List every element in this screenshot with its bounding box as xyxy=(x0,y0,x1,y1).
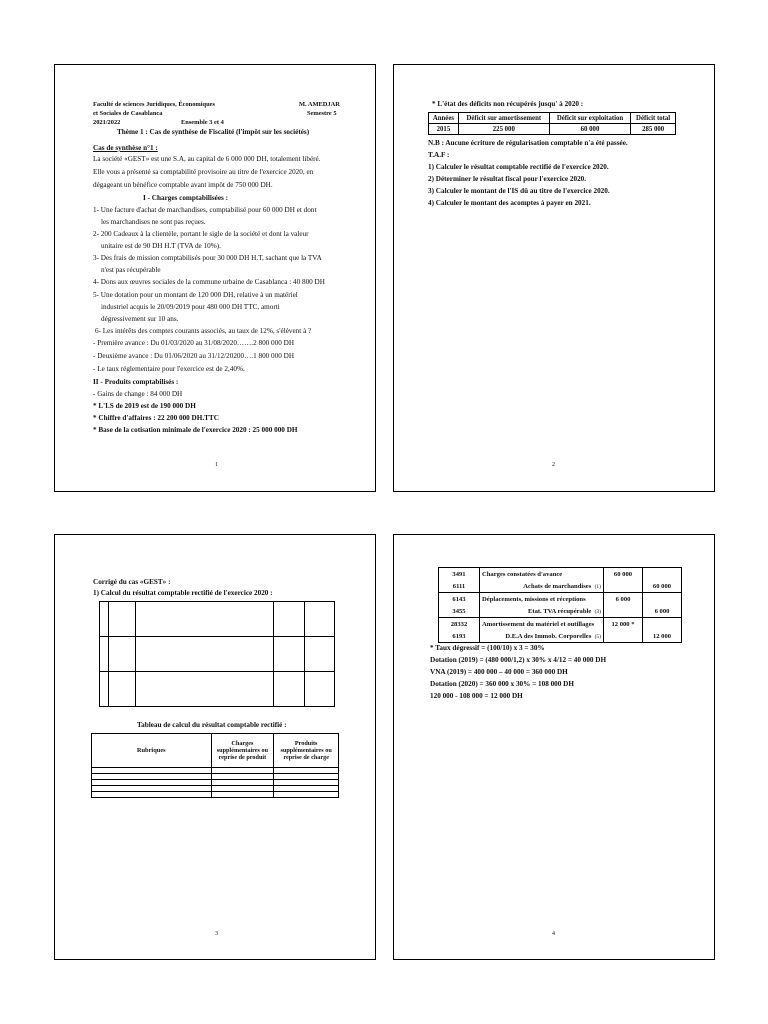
item-1-line-1: 1- Une facture d'achat de marchandises, comptabilisé pour 60 000 DH et dont xyxy=(93,206,317,214)
debit-amount: 60 000 xyxy=(604,568,643,581)
corrige-heading: Corrigé du cas «GEST» : xyxy=(93,578,171,586)
taf-heading: T.A.F : xyxy=(428,151,450,159)
table-cell: 285 000 xyxy=(631,124,676,135)
semester: Semestre 5 xyxy=(307,110,337,117)
rate-line: - Le taux réglementaire pour l'exercice est de 2,40%. xyxy=(93,365,245,373)
deficits-table xyxy=(428,112,676,135)
table-header: Charges supplémentaires ou reprise de produit xyxy=(211,734,274,768)
calc-line-3: VNA (2019) = 400 000 – 40 000 = 360 000 DH xyxy=(430,668,568,676)
task-1: 1) Calculer le résultat comptable rectifié de l'exercice 2020. xyxy=(428,163,609,171)
account-number: 28332 xyxy=(439,618,480,631)
page-4 xyxy=(393,534,715,960)
table-cell: 2015 xyxy=(429,124,459,135)
item-1-line-2: les marchandises ne sont pas reçues. xyxy=(101,218,206,226)
credit-amount xyxy=(643,618,682,631)
advance-1: - Première avance : Du 01/03/2020 au 31/08/2020…….2 800 000 DH xyxy=(93,339,295,347)
debit-amount xyxy=(604,605,643,618)
debit-amount: 6 000 xyxy=(604,593,643,606)
base-cotisation: * Base de la cotisation minimale de l'exercice 2020 : 25 000 000 DH xyxy=(93,426,298,434)
account-label: Déplacements, missions et réceptions xyxy=(482,595,586,603)
account-label: Etat. TVA récupérable xyxy=(527,607,592,615)
section-produits: II - Produits comptabilisés : xyxy=(93,378,179,386)
task-4: 4) Calculer le montant des acomptes à payer en 2021. xyxy=(428,199,591,207)
theme-title: Thème 1 : Cas de synthèse de Fiscalité (l'impôt sur les sociétés) xyxy=(117,128,310,136)
table-header: Années xyxy=(429,113,459,124)
calc-table xyxy=(91,733,339,798)
task-3: 3) Calculer le montant de l'IS dû au titre de l'exercice 2020. xyxy=(428,187,610,195)
page-number: 2 xyxy=(552,462,555,468)
page-2 xyxy=(393,64,715,492)
account-number: 3455 xyxy=(439,605,480,618)
account-label: Achats de marchandises xyxy=(523,582,592,590)
credit-amount: 12 000 xyxy=(643,630,682,643)
intro-line-3: dégageant un bénéfice comptable avant impôt de 750 000 DH. xyxy=(93,181,273,189)
ensemble: Ensemble 3 et 4 xyxy=(181,119,224,126)
nb-note: N.B : Aucune écriture de régularisation comptable n'a été passée. xyxy=(428,139,628,147)
table-row xyxy=(439,568,682,581)
calc-line-1: * Taux dégressif = (100/10) x 3 = 30% xyxy=(430,644,545,652)
account-label: D.E.A des Immob. Corporelles xyxy=(505,632,592,640)
item-6: 6- Les intérêts des comptes courants associés, au taux de 12%, s'élèvent à ? xyxy=(95,327,312,335)
table-row xyxy=(439,630,682,643)
debit-amount: 12 000 * xyxy=(604,618,643,631)
table-row xyxy=(439,618,682,631)
calc-line-2: Dotation (2019) = (480 000/1,2) x 30% x 4/12 = 40 000 DH xyxy=(430,656,607,664)
credit-amount xyxy=(643,568,682,581)
section-charges: I - Charges comptabilisées : xyxy=(143,194,229,202)
gains-de-change: - Gains de change : 84 000 DH xyxy=(93,390,183,398)
table-cell: 225 000 xyxy=(458,124,549,135)
page-number: 3 xyxy=(215,931,218,937)
account-label: Charges constatées d'avance xyxy=(480,568,604,581)
faculty-line-1: Faculté de sciences Juridiques, Économiques xyxy=(93,101,215,108)
case-heading: Cas de synthèse n°1 : xyxy=(93,144,158,152)
academic-year: 2021/2022 xyxy=(93,119,121,126)
page-1 xyxy=(54,64,376,492)
deficits-title: * L'état des déficits non récupérés jusqu' à 2020 : xyxy=(432,100,584,108)
table-title: Tableau de calcul du résultat comptable rectifié : xyxy=(137,721,287,729)
table-header: Déficit sur exploitation xyxy=(549,113,630,124)
table-header: Déficit total xyxy=(631,113,676,124)
table-row xyxy=(439,605,682,618)
table-header: Déficit sur amortissement xyxy=(458,113,549,124)
reference: (3) xyxy=(594,608,601,615)
journal-entries xyxy=(438,567,682,643)
page-3 xyxy=(54,534,376,960)
account-number: 6193 xyxy=(439,630,480,643)
item-3-line-2: n'est pas récupérable xyxy=(101,266,161,274)
question-1: 1) Calcul du résultat comptable rectifié de l'exercice 2020 : xyxy=(93,589,273,597)
task-2: 2) Déterminer le résultat fiscal pour l'exercice 2020. xyxy=(428,175,587,183)
page-number: 1 xyxy=(215,462,218,468)
calc-line-5: 120 000 - 108 000 = 12 000 DH xyxy=(430,692,523,700)
chiffre-affaires: * Chiffre d'affaires : 22 200 000 DH.TTC xyxy=(93,414,219,422)
page-number: 4 xyxy=(552,931,555,937)
table-header: Produits supplémentaires ou reprise de charge xyxy=(274,734,339,768)
account-number: 6111 xyxy=(439,580,480,593)
table-cell: 60 000 xyxy=(549,124,630,135)
credit-amount: 60 000 xyxy=(643,580,682,593)
item-3-line-1: 3- Des frais de mission comptabilisés pour 30 000 DH H.T, sachant que la TVA xyxy=(93,254,322,262)
table-row xyxy=(439,580,682,593)
item-4: 4- Dons aux œuvres sociales de la commune urbaine de Casablanca : 40 800 DH xyxy=(93,278,325,286)
account-label: Amortissement du matériel et outillages xyxy=(482,620,595,628)
reference: (1) xyxy=(594,583,601,590)
item-5-line-1: 5- Une dotation pour un montant de 120 000 DH, relative à un matériel xyxy=(93,291,298,299)
credit-amount xyxy=(643,593,682,606)
intro-line-2: Elle vous a présenté sa comptabilité provisoire au titre de l'exercice 2020, en xyxy=(93,168,314,176)
debit-amount xyxy=(604,580,643,593)
item-5-line-3: dégressivement sur 10 ans. xyxy=(101,315,179,323)
account-number: 3491 xyxy=(439,568,480,581)
author: M. AMEDJAR xyxy=(299,101,340,108)
calc-line-4: Dotation (2020) = 360 000 x 30% = 108 000 DH xyxy=(430,680,574,688)
item-5-line-2: industriel acquis le 20/09/2019 pour 480 000 DH TTC, amorti xyxy=(101,303,280,311)
credit-amount: 6 000 xyxy=(643,605,682,618)
intro-line-1: La société «GEST» est une S.A, au capital de 6 000 000 DH, totalement libéré. xyxy=(93,155,321,163)
faculty-line-2: et Sociales de Casablanca xyxy=(93,110,163,117)
debit-amount xyxy=(604,630,643,643)
is-2019: * L'I.S de 2019 est de 190 000 DH xyxy=(93,402,196,410)
item-2-line-1: 2- 200 Cadeaux à la clientèle, portant le sigle de la société et dont la valeur xyxy=(93,230,309,238)
table-row xyxy=(439,593,682,606)
table-header: Rubriques xyxy=(92,734,212,768)
blank-table xyxy=(99,601,335,707)
reference: (5) xyxy=(594,633,601,640)
advance-2: - Deuxième avance : Du 01/06/2020 au 31/12/20200….1 800 000 DH xyxy=(93,352,295,360)
account-number: 6143 xyxy=(439,593,480,606)
item-2-line-2: unitaire est de 90 DH H.T (TVA de 10%). xyxy=(101,242,221,250)
